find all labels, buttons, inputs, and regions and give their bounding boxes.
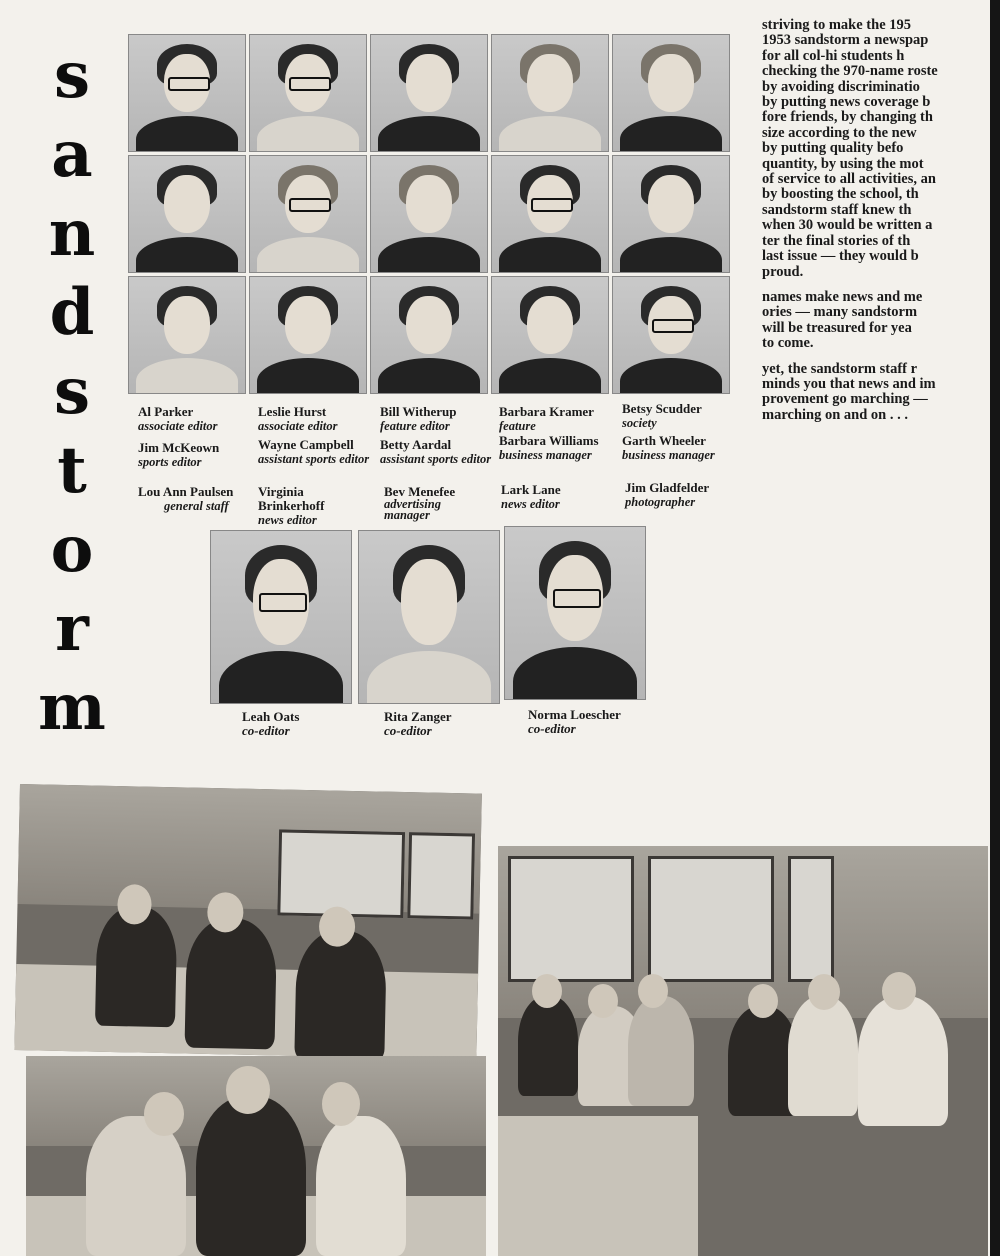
text-line: 1953 sandstorm a newspap — [762, 32, 929, 49]
staff-name: Lou Ann Paulsen — [138, 484, 234, 499]
staff-name: Lark Lane — [501, 482, 561, 497]
staff-role: photographer — [625, 495, 696, 509]
staff-role: feature — [499, 419, 536, 433]
text-line: by boosting the school, th — [762, 186, 919, 203]
portrait-photo — [358, 530, 500, 704]
text-line: striving to make the 195 — [762, 18, 912, 33]
staff-entry — [384, 485, 480, 521]
portrait-photo — [249, 155, 367, 273]
text-line: by avoiding discriminatio — [762, 78, 920, 95]
staff-name: Al Parker — [138, 404, 194, 419]
staff-role: assistant sports editor — [380, 452, 492, 466]
text-line: of service to all activities, an — [762, 171, 936, 188]
text-line: by putting quality befo — [762, 140, 904, 157]
title-letter: s — [53, 38, 91, 113]
staff-entry — [622, 402, 702, 430]
staff-role: associate editor — [258, 419, 338, 433]
portrait-photo — [612, 155, 730, 273]
newsroom-photo-bottom-left — [26, 1056, 486, 1256]
staff-portrait-grid — [128, 34, 726, 392]
coeditor-entry — [384, 710, 452, 738]
article-paragraph — [762, 290, 1000, 352]
portrait-photo — [128, 34, 246, 152]
portrait-photo — [504, 526, 646, 700]
text-line: marching on and on . . . — [762, 406, 908, 423]
text-line: yet, the sandstorm staff r — [762, 360, 918, 377]
staff-name: Barbara Williams — [499, 433, 599, 448]
staff-name-list — [138, 401, 758, 527]
portrait-photo — [210, 530, 352, 704]
text-line: to come. — [762, 335, 814, 352]
coeditor-name: Rita Zanger — [384, 709, 452, 724]
article-text — [762, 18, 1000, 433]
portrait-photo — [491, 276, 609, 394]
text-line: ter the final stories of th — [762, 232, 911, 249]
portrait-photo — [128, 276, 246, 394]
staff-role: assistant sports editor — [258, 452, 370, 466]
portrait-photo — [370, 155, 488, 273]
portrait-photo — [370, 276, 488, 394]
text-line: checking the 970-name roste — [762, 63, 938, 80]
staff-name: Jim Gladfelder — [625, 480, 710, 495]
text-line: minds you that news and im — [762, 375, 936, 392]
coeditor-role: co-editor — [242, 723, 290, 738]
staff-role: associate editor — [138, 419, 218, 433]
article-paragraph — [762, 18, 1000, 280]
coeditor-entry — [528, 708, 621, 736]
portrait-photo — [370, 34, 488, 152]
staff-entry — [258, 438, 370, 466]
coeditor-name: Leah Oats — [242, 709, 300, 724]
staff-entry — [499, 405, 594, 433]
staff-role: society — [622, 416, 657, 430]
title-letter: t — [57, 433, 87, 508]
staff-entry — [138, 441, 219, 469]
staff-entry — [622, 434, 715, 462]
text-line: proud. — [762, 263, 804, 280]
portrait-photo — [249, 34, 367, 152]
title-letter: o — [50, 512, 94, 587]
staff-role: feature editor — [380, 419, 450, 433]
text-line: will be treasured for yea — [762, 319, 912, 336]
coeditor-name: Norma Loescher — [528, 707, 621, 722]
text-line: by putting news coverage b — [762, 94, 931, 111]
coeditor-role: co-editor — [384, 723, 432, 738]
portrait-photo — [612, 276, 730, 394]
portrait-photo — [612, 34, 730, 152]
staff-entry — [501, 483, 561, 511]
text-line: for all col-hi students h — [762, 47, 905, 64]
text-line: fore friends, by changing th — [762, 109, 933, 126]
portrait-photo — [491, 34, 609, 152]
staff-role: general staff — [164, 499, 229, 513]
staff-entry — [625, 481, 709, 509]
staff-role: business manager — [499, 448, 592, 462]
staff-name: Betsy Scudder — [622, 401, 702, 416]
page-edge-strip — [990, 0, 1000, 1256]
portrait-photo — [249, 276, 367, 394]
newsroom-photo-bottom-right — [498, 846, 988, 1256]
staff-role: news editor — [258, 513, 317, 527]
text-line: when 30 would be written a — [762, 217, 933, 234]
staff-name: Leslie Hurst — [258, 404, 327, 419]
text-line: sandstorm staff knew th — [762, 201, 912, 218]
staff-role: news editor — [501, 497, 560, 511]
staff-name: Garth Wheeler — [622, 433, 706, 448]
title-letter: a — [51, 117, 93, 192]
staff-role: business manager — [622, 448, 715, 462]
text-line: names make news and me — [762, 288, 923, 305]
staff-entry — [380, 405, 456, 433]
staff-name: Virginia Brinkerhoff — [258, 484, 325, 513]
staff-name: Bill Witherup — [380, 404, 457, 419]
staff-name: Betty Aardal — [380, 437, 452, 452]
portrait-photo — [128, 155, 246, 273]
staff-name: Barbara Kramer — [499, 404, 594, 419]
title-letter: n — [48, 196, 96, 271]
coeditor-role: co-editor — [528, 721, 576, 736]
title-letter: d — [49, 275, 95, 350]
staff-entry — [258, 405, 338, 433]
text-line: quantity, by using the mot — [762, 155, 924, 172]
staff-role: advertising manager — [384, 497, 441, 522]
portrait-photo — [491, 155, 609, 273]
staff-role: sports editor — [138, 455, 202, 469]
text-line: provement go marching — — [762, 391, 928, 408]
staff-entry — [258, 485, 358, 527]
text-line: last issue — they would b — [762, 248, 919, 265]
text-line: ories — many sandstorm — [762, 304, 918, 321]
masthead-vertical-title — [22, 36, 122, 747]
staff-entry — [499, 434, 599, 462]
title-letter: s — [53, 354, 91, 429]
title-letter: r — [55, 591, 89, 666]
staff-name: Jim McKeown — [138, 440, 220, 455]
staff-entry — [138, 485, 233, 513]
newsroom-photo-top-left — [14, 784, 481, 1060]
title-letter: m — [38, 670, 106, 745]
coeditor-entry — [242, 710, 299, 738]
staff-name: Bev Menefee — [384, 484, 456, 499]
text-line: size according to the new — [762, 124, 917, 141]
staff-name: Wayne Campbell — [258, 437, 354, 452]
staff-entry — [138, 405, 218, 433]
article-paragraph — [762, 362, 1000, 424]
staff-entry — [380, 438, 492, 466]
